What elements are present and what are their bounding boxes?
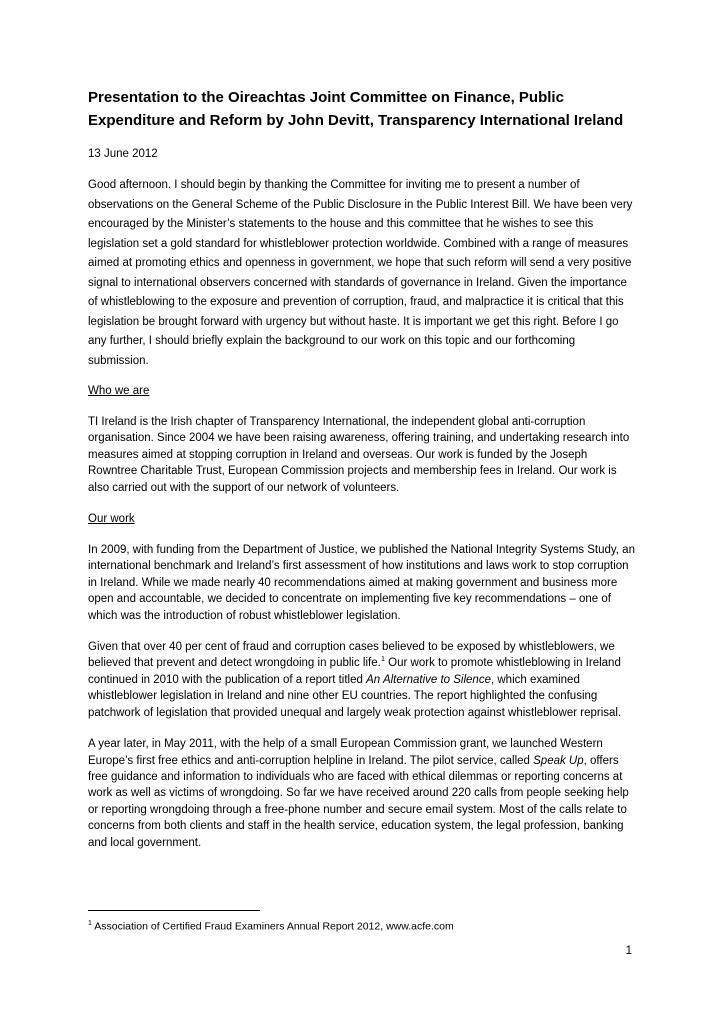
footnote-divider <box>88 910 260 911</box>
paragraph-text: Our work to promote whistleblowing in Ireland continued in 2010 with the publication of a report titled <box>88 657 621 686</box>
footnote-reference[interactable]: 1 <box>380 654 385 664</box>
our-work-paragraph-1: In 2009, with funding from the Department of Justice, we published the National Integrity Systems Study, an international benchmark and Ireland’s first assessment of how institutions and laws work to stop corruption in Ireland. While we made nearly 40 recommendations aimed at making government and business more open and accountable, we decided to concentrate on implementing five key recommendations – one of which was the introduction of robust whistleblower legislation. <box>88 544 635 622</box>
paragraph-text: , offers free guidance and information to individuals who are faced with ethical dilemmas or reporting concerns at work as well as victims of wrongdoing. So far we have received around 220 calls from people seeking help or reporting wrongdoing through a free-phone number and secure email system. Most of the calls relate to concerns from both clients and staff in the health service, education system, the legal profession, banking and local government. <box>88 754 629 849</box>
intro-paragraph: Good afternoon. I should begin by thanking the Committee for inviting me to present a number of observations on the General Scheme of the Public Disclosure in the Public Interest Bill. We have been very encouraged by the Minister’s statements to the house and this committee that he wishes to see this legislation set a gold standard for whistleblower protection worldwide. Combined with a range of measures aimed at promoting ethics and openness in government, we hope that such reform will send a very positive signal to international observers concerned with standards of governance in Ireland. Given the importance of whistleblowing to the exposure and prevention of corruption, fraud, and malpractice it is critical that this legislation be brought forward with urgency but without haste. It is important we get this right. Before I go any further, I should briefly explain the background to our work on this topic and our forthcoming submission. <box>88 179 633 367</box>
who-we-are-heading: Who we are <box>88 385 150 397</box>
service-name: Speak Up <box>533 754 584 767</box>
paragraph-text: A year later, in May 2011, with the help of a small European Commission grant, we launched Western Europe’s first free ethics and anti-corruption helpline in Ireland. The pilot service, called <box>88 738 603 767</box>
report-title: An Alternative to Silence <box>366 673 491 686</box>
footnote <box>88 917 454 934</box>
document-body <box>88 86 636 866</box>
our-work-heading: Our work <box>88 513 135 526</box>
who-we-are-paragraph: TI Ireland is the Irish chapter of Transparency International, the independent global anti-corruption organisation. Since 2004 we have been raising awareness, offering training, and undertaking research into measures aimed at stopping corruption in Ireland and overseas. Our work is funded by the Joseph Rowntree Charitable Trust, European Commission projects and membership fees in Ireland. Our work is also carried out with the support of our network of volunteers. <box>88 416 630 494</box>
document-title: Presentation to the Oireachtas Joint Committee on Finance, Public Expenditure and Reform by John Devitt, Transparency International Ireland <box>88 89 624 129</box>
document-date: 13 June 2012 <box>88 148 158 160</box>
paragraph-text: , which examined whistleblower legislation in Ireland and nine other EU countries. The report highlighted the confusing patchwork of legislation that provided unequal and largely weak protection against whistleblower reprisal. <box>88 673 622 719</box>
footnote-text: Association of Certified Fraud Examiners Annual Report 2012, www.acfe.com <box>91 920 454 933</box>
our-work-paragraph-2 <box>88 639 636 721</box>
our-work-paragraph-3 <box>88 736 636 851</box>
footnote-number: 1 <box>88 920 92 927</box>
page-number: 1 <box>625 945 632 957</box>
paragraph-text: Given that over 40 per cent of fraud and corruption cases believed to be exposed by whistleblowers, we believed that prevent and detect wrongdoing in public life. <box>88 641 615 670</box>
